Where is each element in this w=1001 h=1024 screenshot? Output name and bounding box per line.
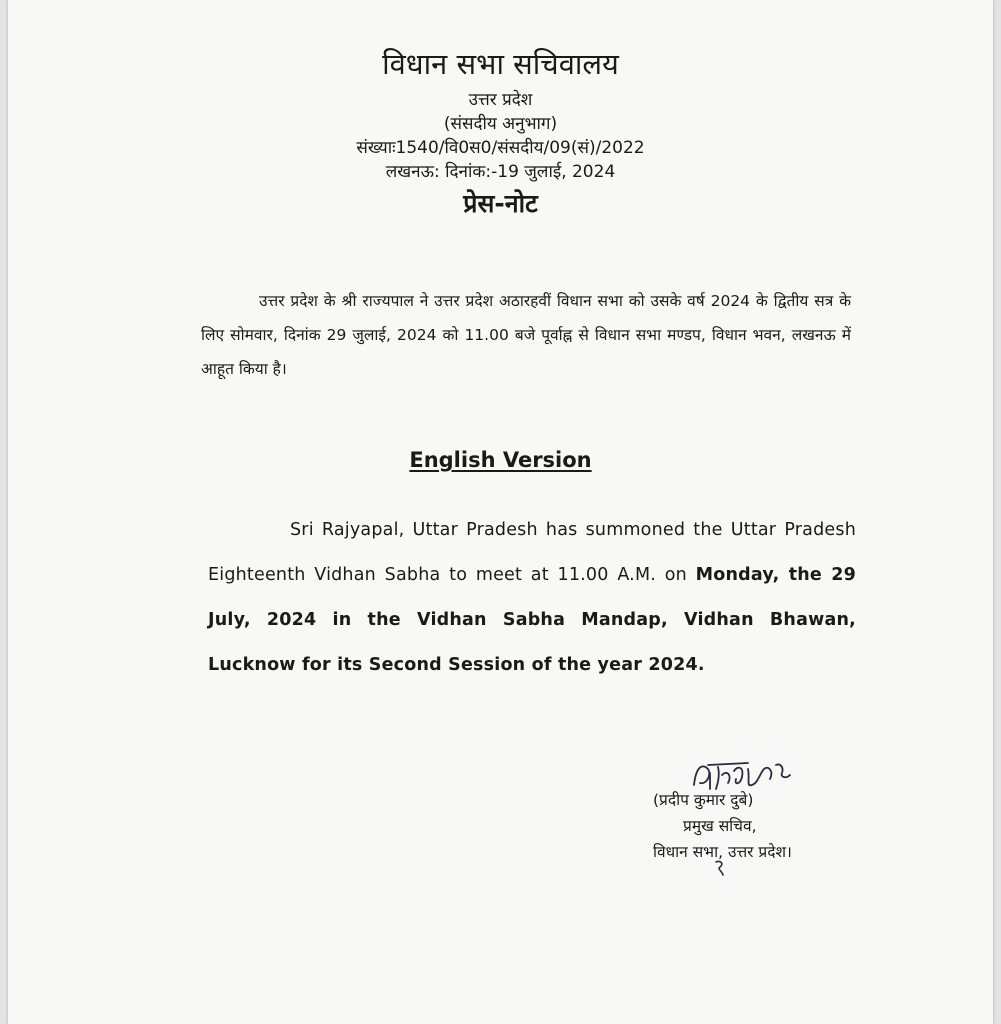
- english-heading-text: English Version: [409, 448, 592, 472]
- document-page: [8, 0, 993, 1024]
- section-name: (संसदीय अनुभाग): [443, 114, 558, 134]
- signatory-name: (प्रदीप कुमार दुबे): [653, 791, 754, 809]
- place-date: लखनऊ: दिनांक:-19 जुलाई, 2024: [385, 162, 616, 182]
- hindi-paragraph: [201, 284, 851, 386]
- signatory-designation: प्रमुख सचिव,: [683, 817, 757, 835]
- reference-number: संख्याः1540/वि0स0/संसदीय/09(सं)/2022: [356, 138, 645, 158]
- state-name: उत्तर प्रदेश: [468, 90, 533, 110]
- english-paragraph-regular: Sri Rajyapal, Uttar Pradesh has summoned the Uttar Pradesh Eighteenth Vidhan Sabha to meet at 11.00 A.M. on: [208, 520, 856, 585]
- signatory-office: विधान सभा, उत्तर प्रदेश।: [653, 843, 792, 861]
- english-version-heading: [8, 448, 993, 472]
- hindi-paragraph-text: उत्तर प्रदेश के श्री राज्यपाल ने उत्तर प्रदेश अठारहवीं विधान सभा को उसके वर्ष 2024 के द्वितीय सत्र के लिए सोमवार, दिनांक 29 जुलाई, 2024 को 11.00 बजे पूर्वाह्न से विधान सभा मण्डप, विधान भवन, लखनऊ में आहूत किया है।: [201, 292, 851, 378]
- signatory-block: [653, 787, 792, 865]
- office-title: विधान सभा सचिवालय: [382, 47, 619, 81]
- english-paragraph: [208, 508, 856, 688]
- handwritten-initial: [713, 858, 727, 878]
- english-paragraph-bold: Monday, the 29 July, 2024 in the Vidhan Sabha Mandap, Vidhan Bhawan, Lucknow for its Second Session of the year 2024.: [208, 565, 857, 675]
- document-type: प्रेस-नोट: [463, 189, 538, 218]
- letterhead: [8, 40, 993, 224]
